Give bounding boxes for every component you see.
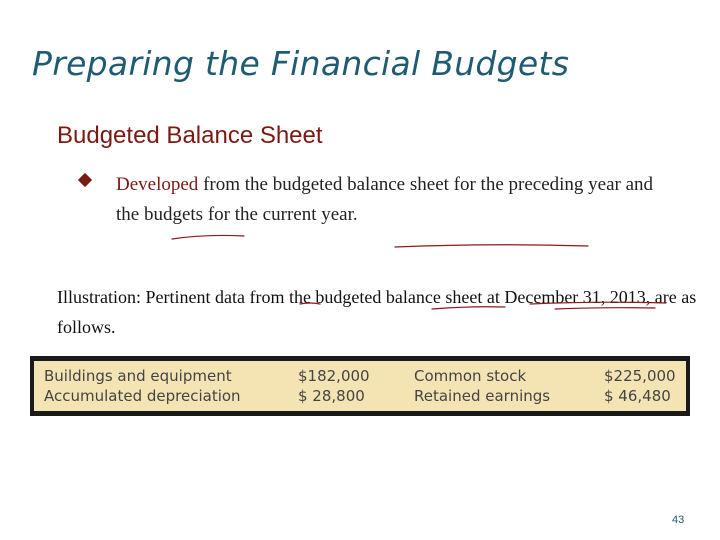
illustration-text: Illustration: Pertinent data from the budgeted balance sheet at December 31, 2013, are as follows. bbox=[57, 287, 697, 337]
diamond-bullet-icon bbox=[78, 173, 92, 187]
row-label-left: Accumulated depreciation bbox=[44, 387, 241, 405]
row-label-right: Retained earnings bbox=[414, 387, 551, 405]
page-number: 43 bbox=[672, 514, 685, 526]
slide-title: Preparing the Financial Budgets bbox=[32, 44, 570, 83]
row-label-left: Buildings and equipment bbox=[44, 367, 232, 385]
table-row bbox=[34, 365, 686, 387]
table-row bbox=[34, 385, 686, 407]
row-value-right: $225,000 bbox=[604, 367, 676, 385]
row-value-right: $ 46,480 bbox=[604, 387, 671, 405]
bullet-text bbox=[116, 170, 656, 230]
row-value-left: $182,000 bbox=[298, 367, 370, 385]
ink-underline bbox=[172, 235, 244, 239]
slide-subtitle: Budgeted Balance Sheet bbox=[57, 122, 323, 149]
balance-sheet-table bbox=[30, 356, 690, 416]
row-label-right: Common stock bbox=[414, 367, 527, 385]
bullet-emphasis: Developed bbox=[116, 174, 199, 195]
table-inner bbox=[34, 361, 686, 411]
row-value-left: $ 28,800 bbox=[298, 387, 365, 405]
bullet-rest: from the budgeted balance sheet for the preceding year and the budgets for the current year. bbox=[116, 174, 654, 225]
ink-underline bbox=[395, 245, 588, 247]
